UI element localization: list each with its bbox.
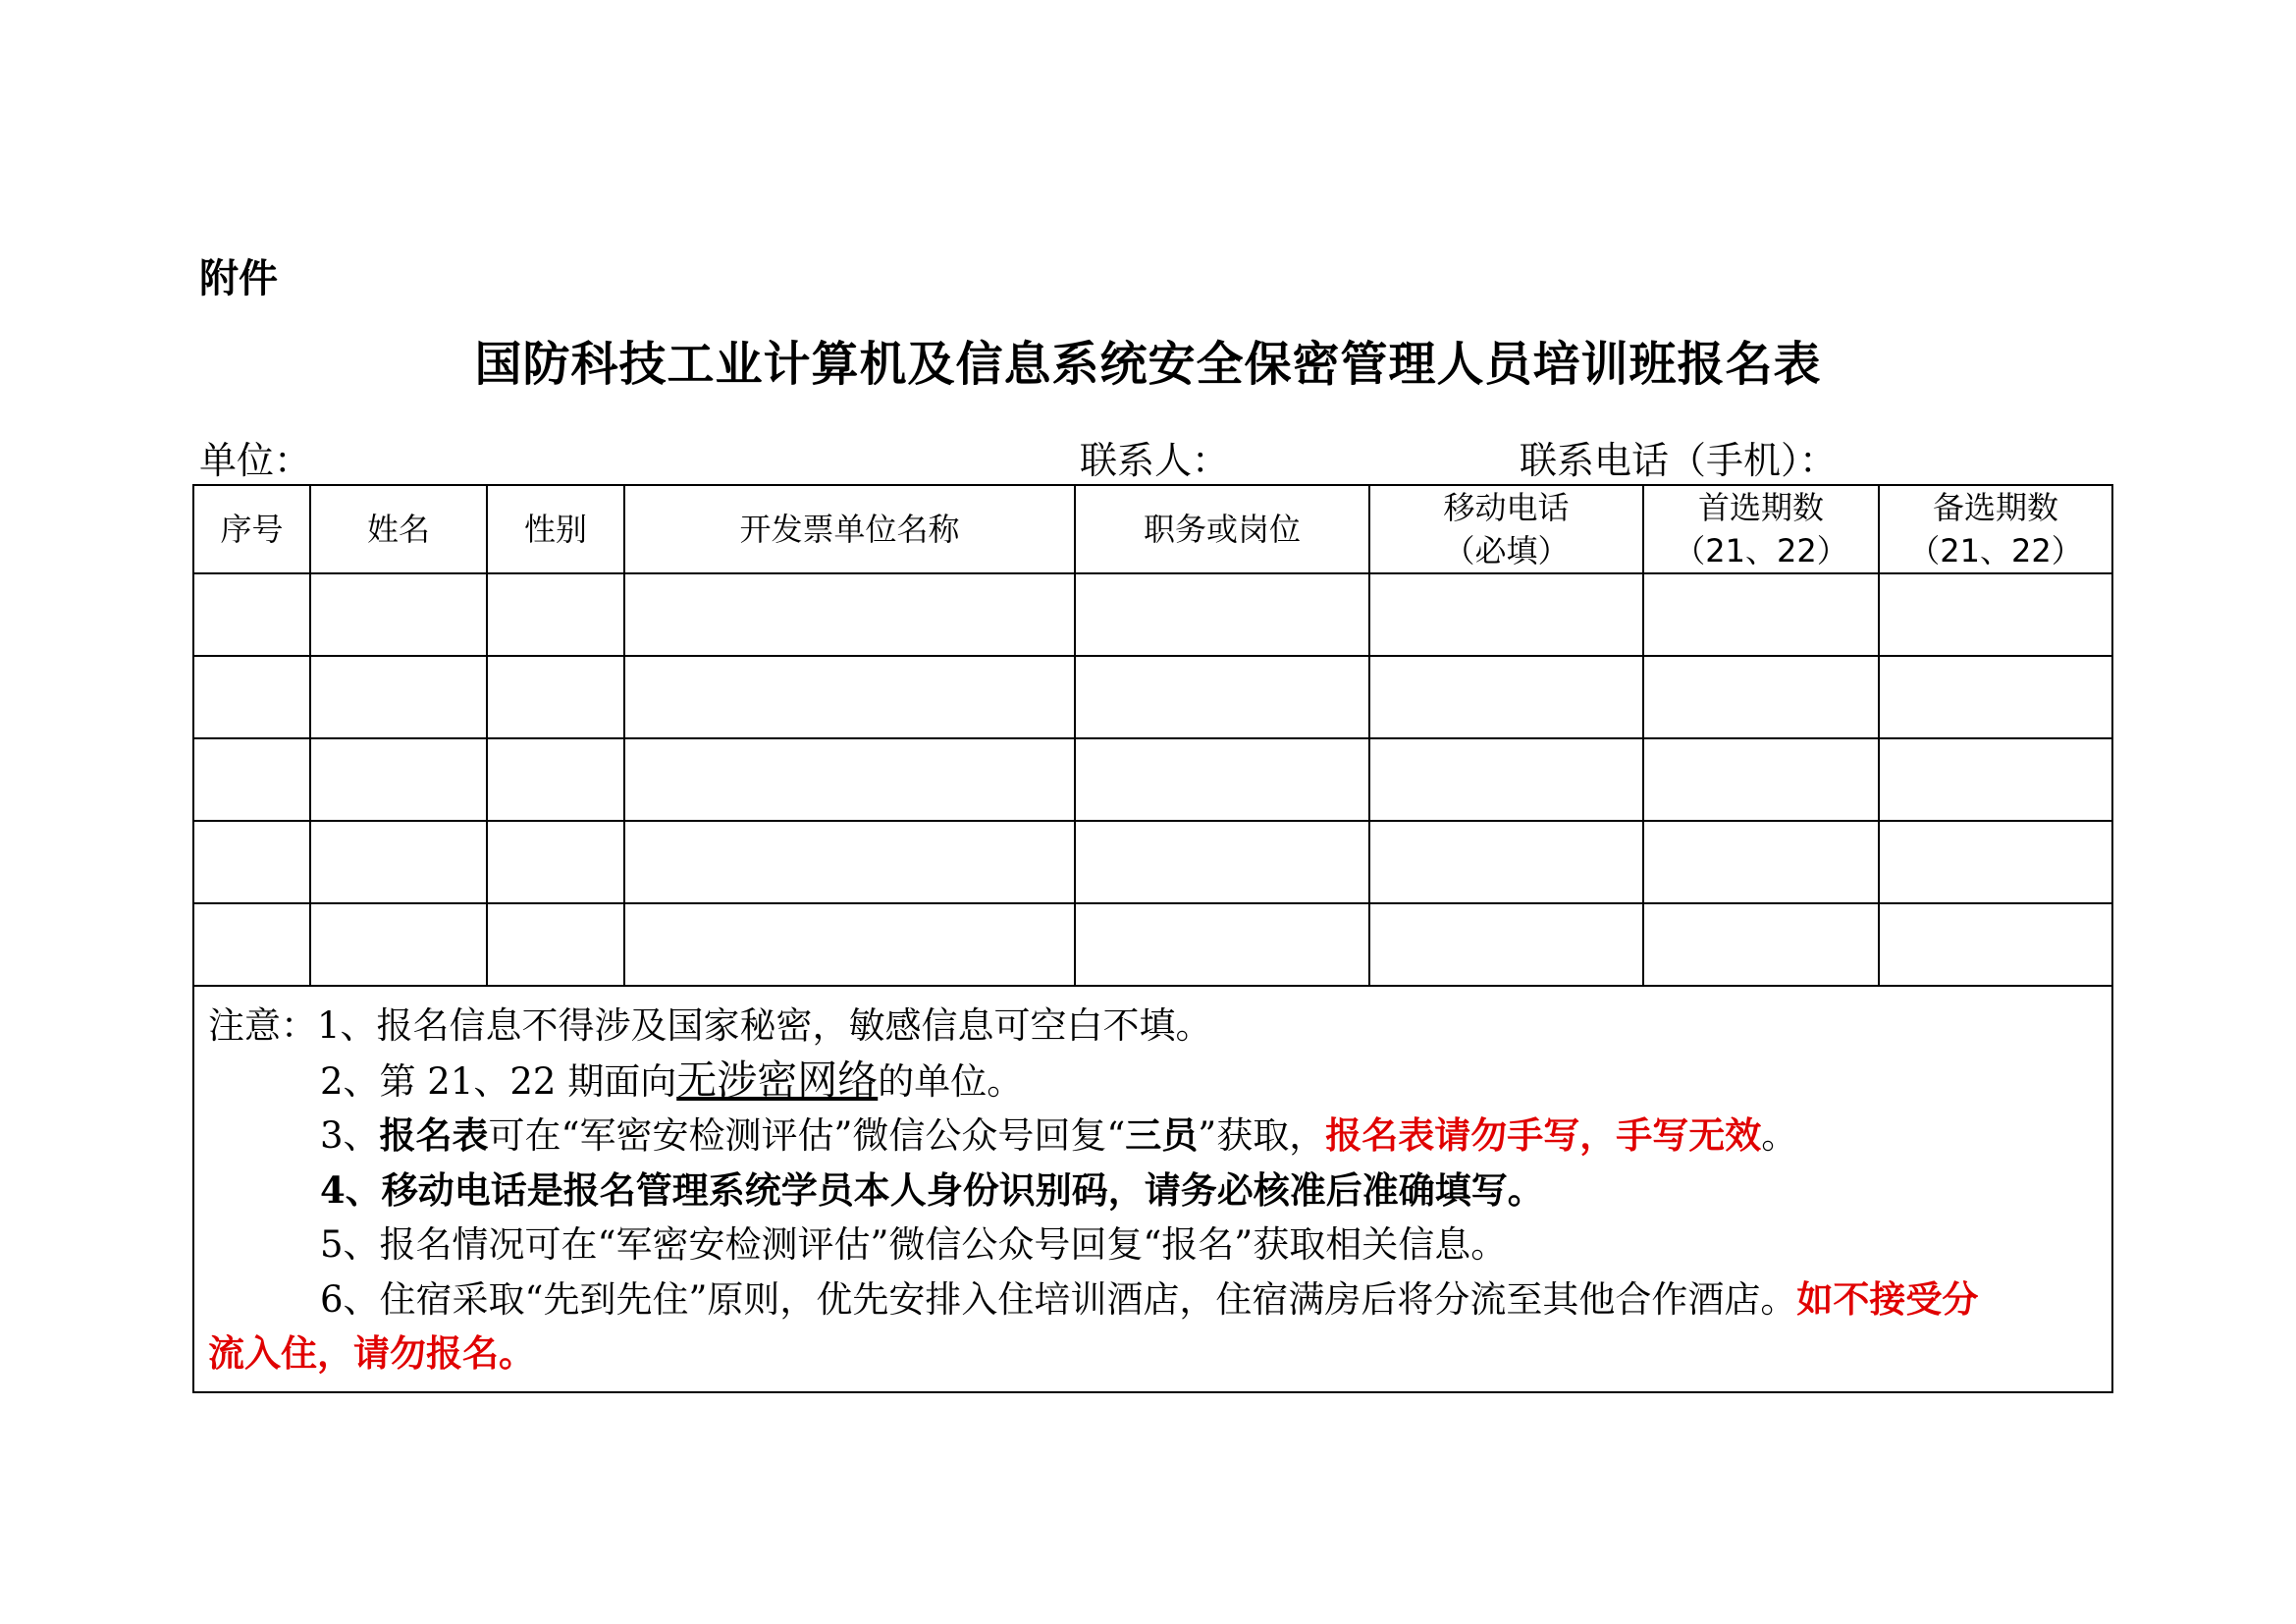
cell-name[interactable]	[310, 738, 487, 821]
cell-mobile[interactable]	[1369, 821, 1643, 903]
table-row	[193, 738, 2112, 821]
cell-first-choice[interactable]	[1643, 821, 1879, 903]
header-index: 序号	[193, 485, 310, 573]
cell-position[interactable]	[1075, 821, 1369, 903]
cell-alt-choice[interactable]	[1879, 656, 2112, 738]
page-title: 国防科技工业计算机及信息系统安全保密管理人员培训班报名表	[474, 337, 1822, 392]
registration-table	[192, 484, 2113, 1393]
cell-first-choice[interactable]	[1643, 738, 1879, 821]
no-handwriting-warning: 报名表请勿手写，手写无效	[1325, 1113, 1762, 1157]
cell-index[interactable]	[193, 821, 310, 903]
cell-first-choice[interactable]	[1643, 573, 1879, 656]
header-alt-choice: 备选期数 （21、22）	[1879, 485, 2112, 573]
notes-cell	[193, 986, 2112, 1392]
table-row	[193, 573, 2112, 656]
cell-name[interactable]	[310, 903, 487, 986]
phone-label: 联系电话（手机）：	[1520, 439, 1838, 482]
header-invoice-unit: 开发票单位名称	[624, 485, 1075, 573]
note-6: 6、住宿采取“先到先住”原则，优先安排入住培训酒店，住宿满房后将分流至其他合作酒店。如不接受分	[320, 1276, 1979, 1321]
cell-invoice-unit[interactable]	[624, 573, 1075, 656]
header-position: 职务或岗位	[1075, 485, 1369, 573]
cell-gender[interactable]	[487, 903, 624, 986]
contact-label: 联系人：	[1080, 439, 1230, 482]
cell-position[interactable]	[1075, 903, 1369, 986]
table-header-row	[193, 485, 2112, 573]
note-1: 注意：1、报名信息不得涉及国家秘密，敏感信息可空白不填。	[208, 1004, 1212, 1047]
cell-invoice-unit[interactable]	[624, 903, 1075, 986]
header-first-choice: 首选期数 （21、22）	[1643, 485, 1879, 573]
cell-gender[interactable]	[487, 821, 624, 903]
cell-alt-choice[interactable]	[1879, 738, 2112, 821]
table-row	[193, 821, 2112, 903]
cell-first-choice[interactable]	[1643, 903, 1879, 986]
attachment-label: 附件	[199, 256, 278, 301]
unit-label: 单位：	[199, 439, 312, 482]
cell-gender[interactable]	[487, 738, 624, 821]
cell-gender[interactable]	[487, 573, 624, 656]
cell-name[interactable]	[310, 573, 487, 656]
cell-invoice-unit[interactable]	[624, 738, 1075, 821]
table-row	[193, 656, 2112, 738]
cell-alt-choice[interactable]	[1879, 821, 2112, 903]
note-6-continued: 流入住，请勿报名。	[208, 1331, 535, 1375]
cell-index[interactable]	[193, 656, 310, 738]
cell-invoice-unit[interactable]	[624, 821, 1075, 903]
note-2: 2、第 21、22 期面向无涉密网络的单位。	[320, 1056, 1024, 1104]
cell-index[interactable]	[193, 573, 310, 656]
cell-mobile[interactable]	[1369, 903, 1643, 986]
notes-prefix: 注意：	[208, 1004, 317, 1047]
notes-row	[193, 986, 2112, 1392]
cell-gender[interactable]	[487, 656, 624, 738]
cell-name[interactable]	[310, 656, 487, 738]
cell-mobile[interactable]	[1369, 738, 1643, 821]
cell-position[interactable]	[1075, 656, 1369, 738]
cell-index[interactable]	[193, 738, 310, 821]
cell-alt-choice[interactable]	[1879, 903, 2112, 986]
header-mobile: 移动电话 （必填）	[1369, 485, 1643, 573]
cell-mobile[interactable]	[1369, 573, 1643, 656]
cell-first-choice[interactable]	[1643, 656, 1879, 738]
note-5: 5、报名情况可在“军密安检测评估”微信公众号回复“报名”获取相关信息。	[320, 1223, 1508, 1266]
cell-index[interactable]	[193, 903, 310, 986]
header-gender: 性别	[487, 485, 624, 573]
no-classified-network-emphasis: 无涉密网络	[676, 1056, 879, 1104]
note-3: 3、报名表可在“军密安检测评估”微信公众号回复“三员”获取，报名表请勿手写，手写无效。	[320, 1113, 1798, 1157]
header-name: 姓名	[310, 485, 487, 573]
cell-alt-choice[interactable]	[1879, 573, 2112, 656]
cell-mobile[interactable]	[1369, 656, 1643, 738]
cell-position[interactable]	[1075, 738, 1369, 821]
cell-position[interactable]	[1075, 573, 1369, 656]
note-4: 4、移动电话是报名管理系统学员本人身份识别码，请务必核准后准确填写。	[320, 1167, 1544, 1212]
cell-name[interactable]	[310, 821, 487, 903]
table-row	[193, 903, 2112, 986]
cell-invoice-unit[interactable]	[624, 656, 1075, 738]
